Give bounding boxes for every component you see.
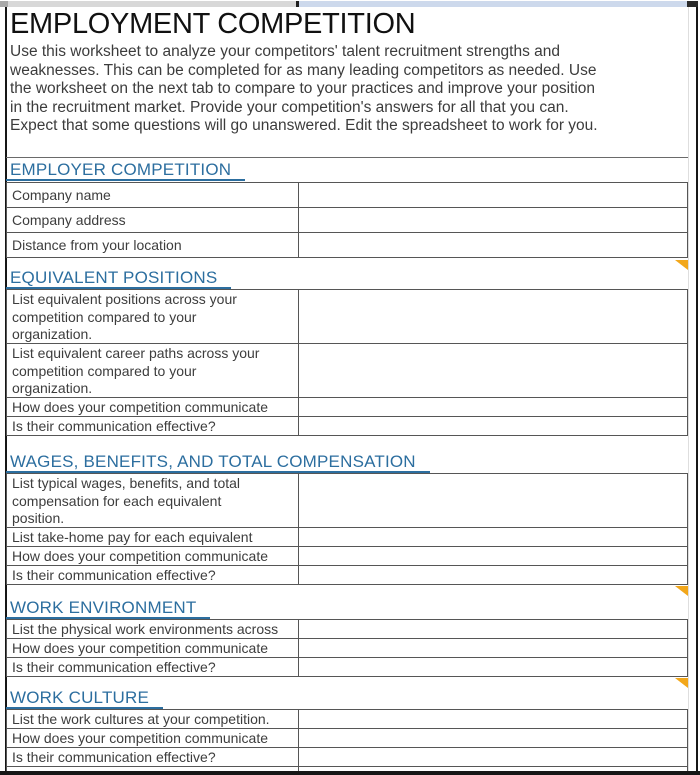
label-cell[interactable] [7, 658, 299, 676]
answer-cell[interactable] [299, 183, 687, 207]
answer-cell[interactable] [299, 748, 687, 766]
section-table [6, 289, 688, 436]
section-header [6, 158, 688, 181]
label-cell[interactable] [7, 528, 299, 546]
answer-cell[interactable] [299, 620, 687, 638]
answer-cell[interactable] [299, 398, 687, 416]
section-table [6, 709, 688, 771]
label-text: Is their communication effective? [12, 659, 216, 675]
answer-cell[interactable] [299, 547, 687, 565]
column-header-strip-right [299, 1, 687, 7]
section-table [6, 619, 688, 677]
label-cell[interactable] [7, 729, 299, 747]
label-cell[interactable] [7, 710, 299, 728]
label-text: How does your competition communicate [12, 399, 269, 415]
description-line: weaknesses. This can be completed for as many leading competitors as needed. Use [10, 61, 597, 79]
section-title: WAGES, BENEFITS, AND TOTAL COMPENSATION [6, 453, 430, 473]
table-row [7, 547, 687, 566]
table-row [7, 344, 687, 398]
column-header-strip-left [8, 1, 296, 7]
section-employer-competition [6, 157, 688, 258]
table-row [7, 474, 687, 528]
description-line: Use this worksheet to analyze your competitors' talent recruitment strengths and [10, 43, 561, 60]
label-text: competition compared to your [12, 308, 197, 325]
section-header [6, 686, 688, 709]
label-text: List the work cultures at your competition. [12, 711, 270, 727]
table-row [7, 748, 687, 767]
label-text: organization. [12, 380, 93, 396]
section-title: WORK CULTURE [6, 689, 163, 709]
label-text: How does your competition communicate [12, 640, 269, 656]
description-line: the worksheet on the next tab to compare to your practices and improve your position [10, 80, 596, 98]
table-row [7, 767, 687, 771]
description-line: in the recruitment market. Provide your competition's answers for all that you can. [10, 98, 569, 116]
answer-cell[interactable] [299, 639, 687, 657]
answer-cell[interactable] [299, 528, 687, 546]
section-title: EQUIVALENT POSITIONS [6, 269, 231, 289]
table-row [7, 208, 687, 233]
table-row [7, 398, 687, 417]
label-text: List equivalent career paths across your [12, 345, 260, 361]
label-text: Company address [12, 212, 126, 228]
label-text: List take-home pay for each equivalent [12, 529, 253, 545]
answer-cell[interactable] [299, 566, 687, 584]
label-text: Is their communication effective? [12, 749, 216, 765]
label-cell[interactable] [7, 566, 299, 584]
label-cell[interactable] [7, 398, 299, 416]
table-row [7, 729, 687, 748]
label-text: Is their communication effective? [12, 418, 216, 434]
label-cell[interactable] [7, 344, 299, 397]
section-work-culture [6, 686, 688, 771]
label-cell[interactable] [7, 474, 299, 527]
label-cell[interactable] [7, 233, 299, 257]
answer-cell[interactable] [299, 710, 687, 728]
answer-cell[interactable] [299, 417, 687, 435]
label-cell[interactable] [7, 620, 299, 638]
answer-cell[interactable] [299, 344, 687, 397]
table-row [7, 710, 687, 729]
frame-border-bottom [0, 771, 700, 775]
label-text: competition compared to your [12, 362, 197, 379]
answer-cell[interactable] [299, 767, 687, 771]
label-text: compensation for each equivalent [12, 492, 222, 509]
label-cell[interactable] [7, 417, 299, 435]
label-text: List the physical work environments across [12, 621, 279, 637]
label-cell[interactable] [7, 767, 299, 771]
section-wages-benefits [6, 450, 688, 585]
label-text: Company name [12, 187, 111, 203]
page-title: EMPLOYMENT COMPETITION [10, 8, 416, 40]
label-cell[interactable] [7, 547, 299, 565]
label-text: How does your competition communicate [12, 548, 269, 564]
table-row [7, 183, 687, 208]
answer-cell[interactable] [299, 474, 687, 527]
frame-border-right [696, 7, 698, 771]
section-title: WORK ENVIRONMENT [6, 599, 210, 619]
label-text: List typical wages, benefits, and total [12, 475, 241, 491]
section-equivalent-positions [6, 266, 688, 436]
table-row [7, 290, 687, 344]
table-row [7, 417, 687, 436]
label-cell[interactable] [7, 183, 299, 207]
sheet-gridline [688, 7, 689, 771]
answer-cell[interactable] [299, 729, 687, 747]
corner-flag-icon [675, 586, 688, 596]
label-text: Distance from your location [12, 237, 182, 253]
table-row [7, 620, 687, 639]
table-row [7, 658, 687, 677]
label-cell[interactable] [7, 290, 299, 343]
section-title: EMPLOYER COMPETITION [6, 161, 245, 181]
label-cell[interactable] [7, 639, 299, 657]
table-row [7, 566, 687, 585]
label-text: How does your competition communicate [12, 730, 269, 746]
answer-cell[interactable] [299, 658, 687, 676]
label-text: List equivalent positions across your [12, 291, 237, 307]
section-header [6, 266, 688, 289]
section-table [6, 182, 688, 258]
table-row [7, 233, 687, 258]
label-cell[interactable] [7, 208, 299, 232]
label-cell[interactable] [7, 748, 299, 766]
section-header [6, 450, 688, 473]
description [10, 43, 686, 136]
table-row [7, 528, 687, 547]
description-line: Expect that some questions will go unanswered. Edit the spreadsheet to work for you. [10, 117, 598, 135]
section-work-environment [6, 596, 688, 677]
answer-cell[interactable] [299, 290, 687, 343]
label-text: Is their communication effective? [12, 567, 216, 583]
label-text: position. [12, 510, 65, 526]
answer-cell[interactable] [299, 233, 687, 257]
section-header [6, 596, 688, 619]
answer-cell[interactable] [299, 208, 687, 232]
table-row [7, 639, 687, 658]
label-text: organization. [12, 326, 93, 342]
section-table [6, 473, 688, 585]
